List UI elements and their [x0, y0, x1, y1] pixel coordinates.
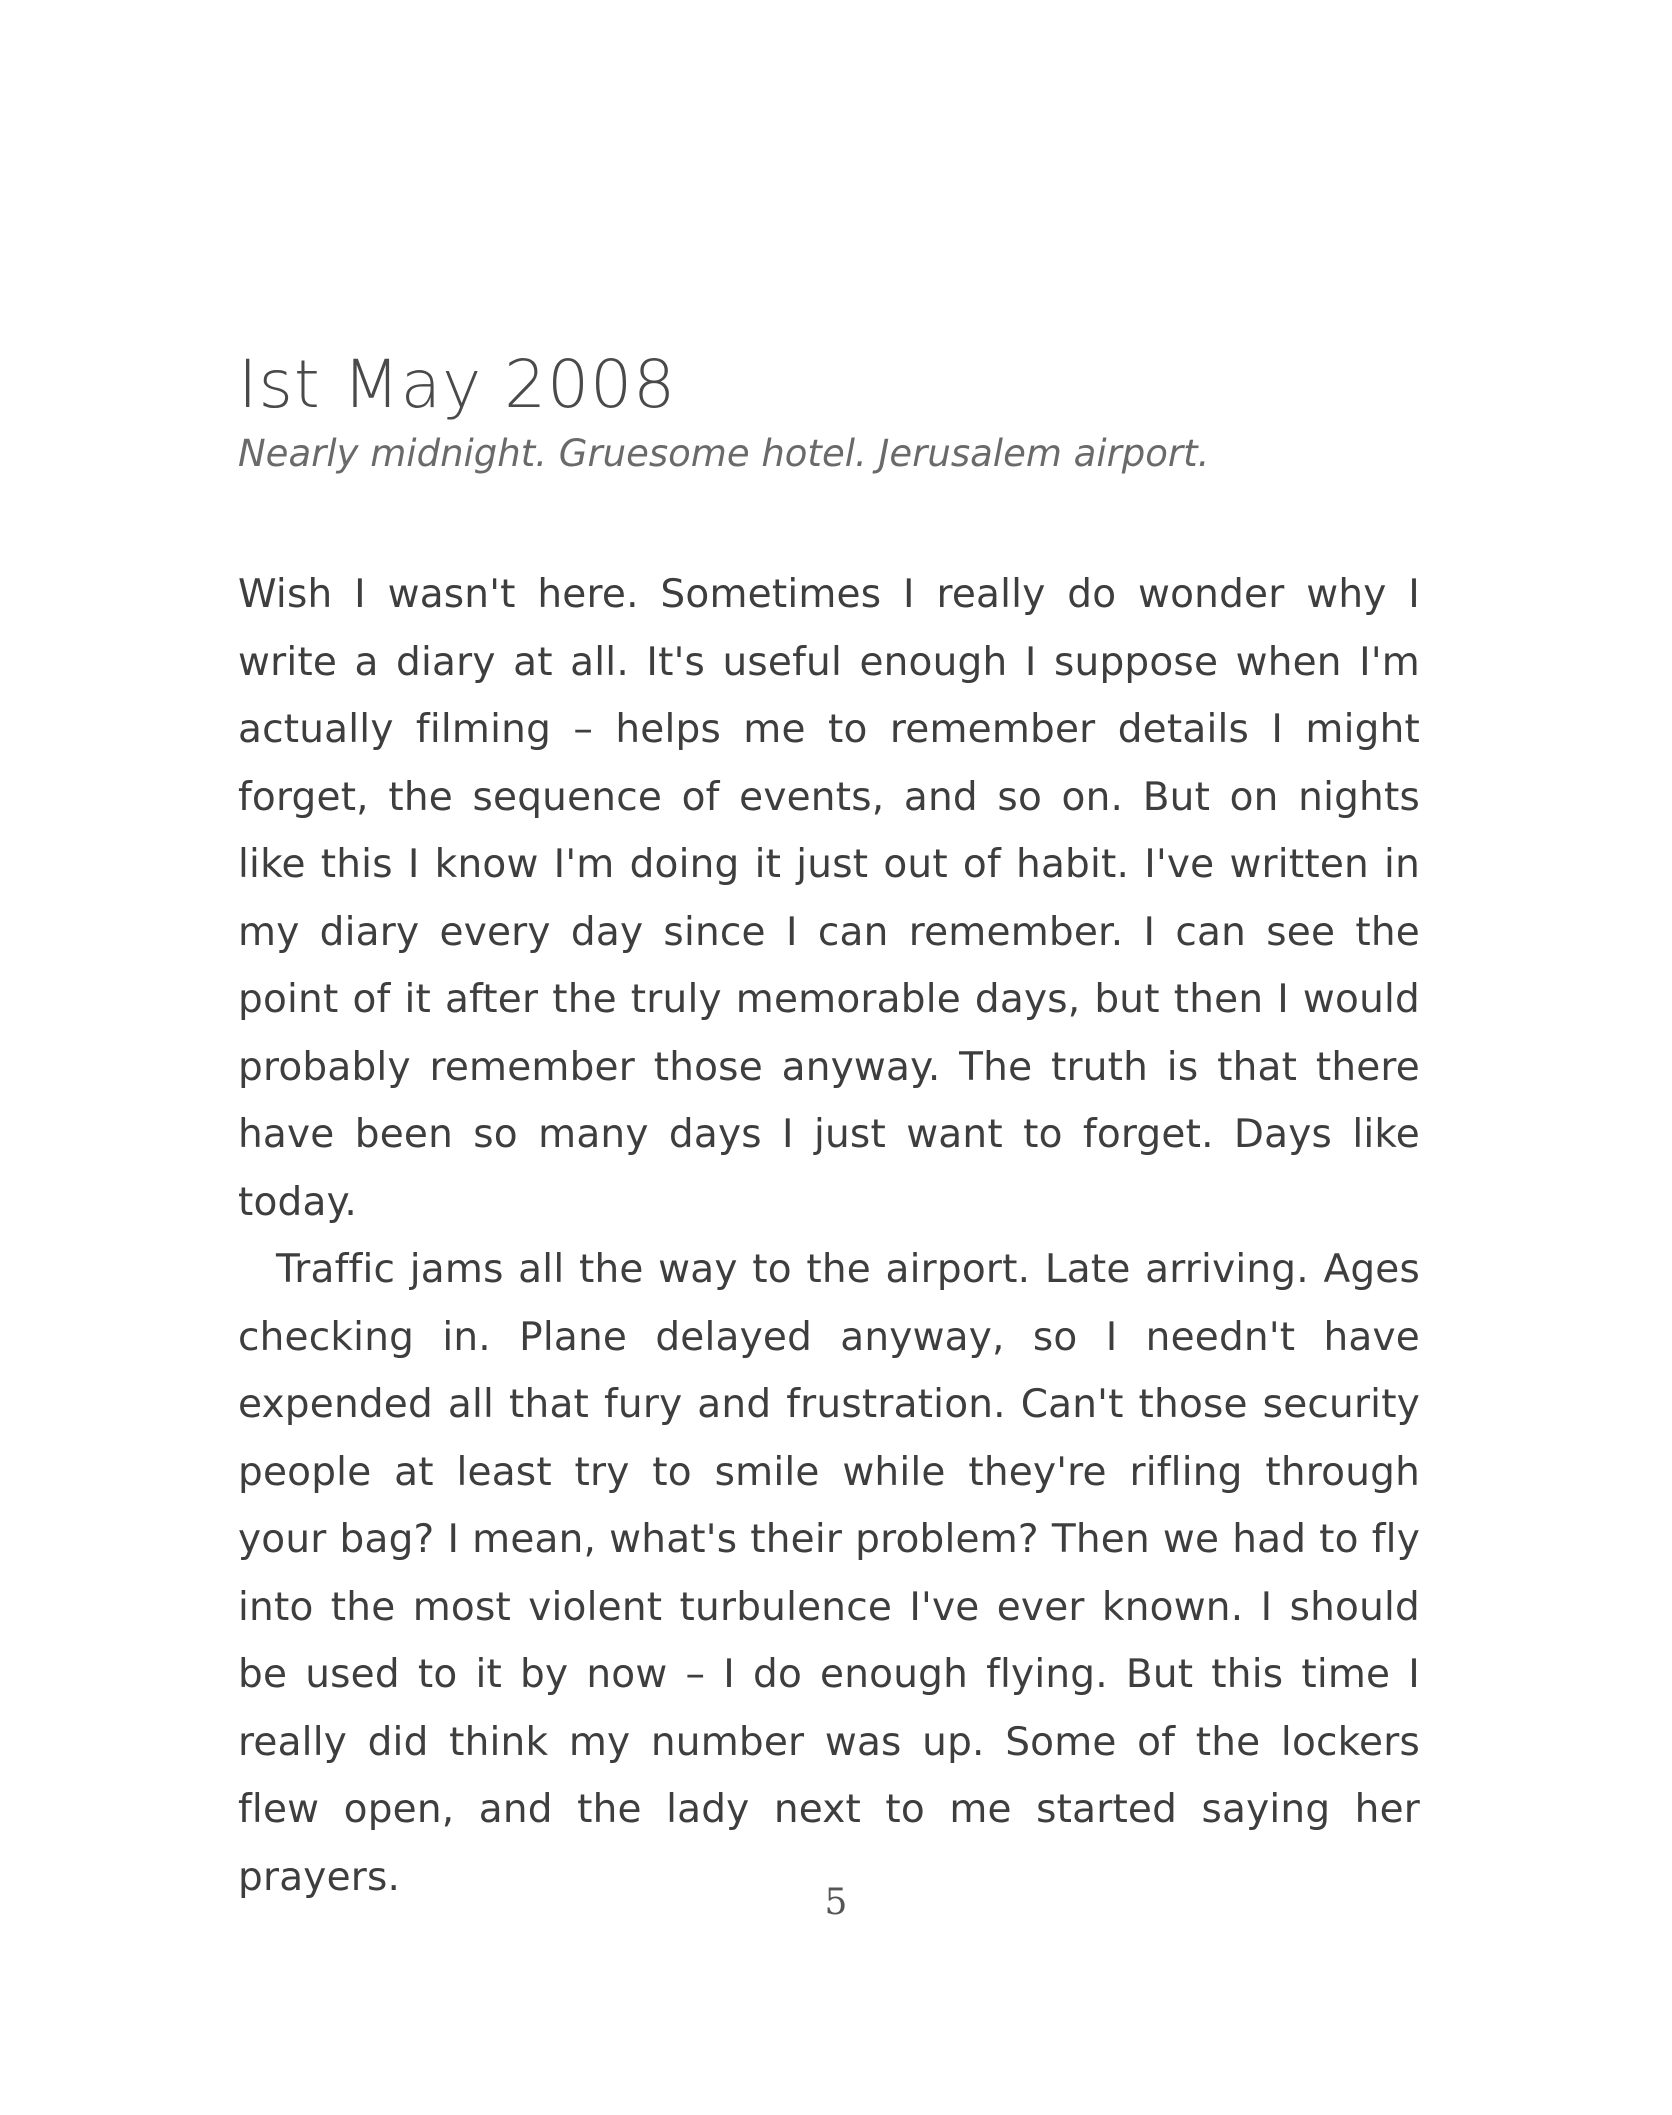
paragraph: Wish I wasn't here. Sometimes I really do wonder why I write a diary at all. It's useful enough I suppose when I'm actually filming – helps me to remember details I might forget, the sequence of events, and so on. But on nights like this I know I'm doing it just out of habit. I've written in my diary every day since I can remember. I can see the point of it after the truly memorable days, but then I would probably remember those anyway. The truth is that there have been so many days I just want to forget. Days like today.: [238, 572, 1420, 1225]
paragraph: Traffic jams all the way to the airport. Late arriving. Ages checking in. Plane delayed anyway, so I needn't have expended all that fury and frustration. Can't those security people at least try to smile while they're rifling through your bag? I mean, what's their problem? Then we had to fly into the most violent turbulence I've ever known. I should be used to it by now – I do enough flying. But this time I really did think my number was up. Some of the lockers flew open, and the lady next to me started saying her prayers.: [238, 1247, 1420, 1900]
entry-subtitle: Nearly midnight. Gruesome hotel. Jerusalem airport.: [238, 432, 1210, 475]
diary-entry: [238, 345, 1420, 1911]
entry-body: [238, 561, 1420, 1911]
entry-date-heading: Ist May 2008: [238, 346, 677, 423]
page-number: 5: [824, 1882, 848, 1923]
